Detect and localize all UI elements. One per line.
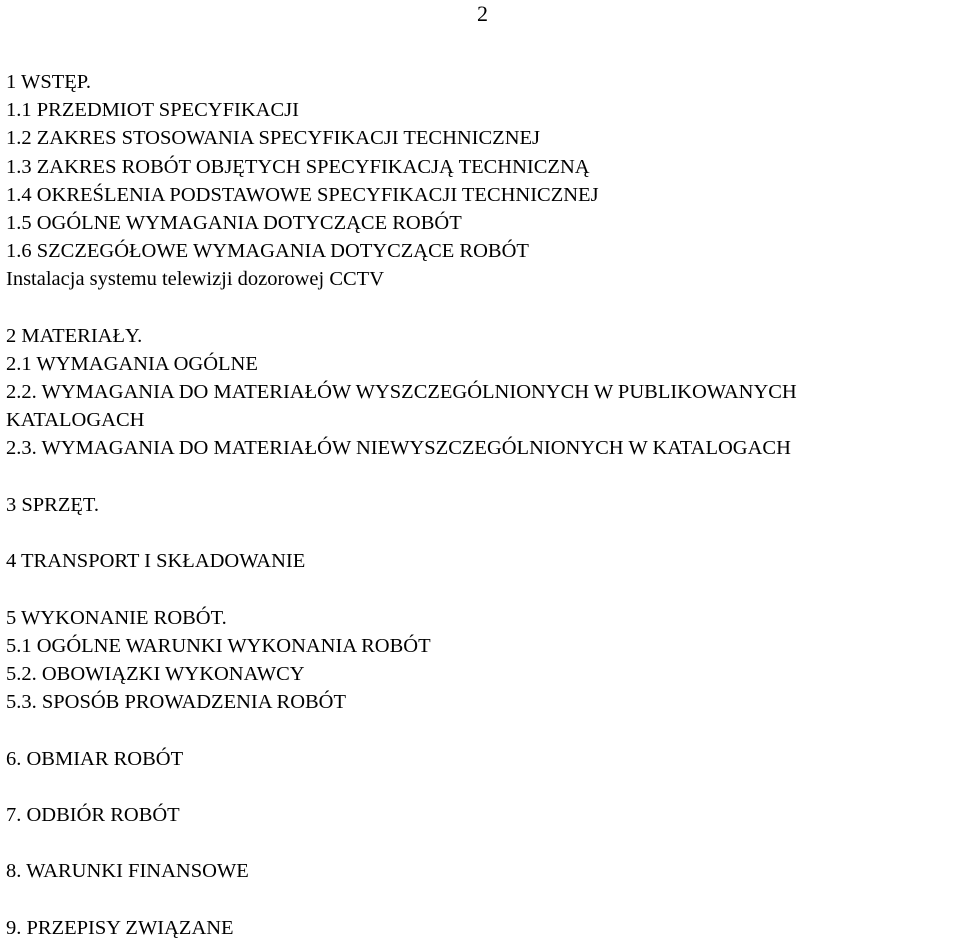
toc-section-1-title: 1 WSTĘP.	[6, 71, 92, 93]
toc-section-8-title: 8. WARUNKI FINANSOWE	[6, 860, 249, 883]
toc-item-1-2: 1.2 ZAKRES STOSOWANIA SPECYFIKACJI TECHNICZNEJ	[6, 127, 541, 150]
toc-item-2-2-continuation: KATALOGACH	[6, 409, 145, 432]
toc-item-5-1: 5.1 OGÓLNE WARUNKI WYKONANIA ROBÓT	[6, 634, 431, 657]
table-of-contents	[6, 68, 956, 942]
toc-section-7-title: 7. ODBIÓR ROBÓT	[6, 803, 180, 826]
toc-section-2-title: 2 MATERIAŁY.	[6, 324, 143, 347]
toc-item-1-1: 1.1 PRZEDMIOT SPECYFIKACJI	[6, 99, 299, 122]
section-spacer	[6, 829, 956, 857]
toc-section-4-title: 4 TRANSPORT I SKŁADOWANIE	[6, 550, 306, 573]
section-spacer	[6, 519, 956, 547]
toc-section-5-title: 5 WYKONANIE ROBÓT.	[6, 606, 227, 629]
section-spacer	[6, 575, 956, 603]
page-number: 2	[477, 1, 488, 26]
toc-item-5-3: 5.3. SPOSÓB PROWADZENIA ROBÓT	[6, 691, 347, 714]
toc-item-1-6: 1.6 SZCZEGÓŁOWE WYMAGANIA DOTYCZĄCE ROBÓT	[6, 240, 529, 263]
section-spacer	[6, 885, 956, 913]
toc-item-1-4: 1.4 OKREŚLENIA PODSTAWOWE SPECYFIKACJI TECHNICZNEJ	[6, 183, 599, 206]
toc-section-6-title: 6. OBMIAR ROBÓT	[6, 747, 184, 770]
toc-item-2-3: 2.3. WYMAGANIA DO MATERIAŁÓW NIEWYSZCZEGÓLNIONYCH W KATALOGACH	[6, 437, 791, 460]
section-spacer	[6, 716, 956, 744]
section-spacer	[6, 773, 956, 801]
section-spacer	[6, 463, 956, 491]
toc-section-3-title: 3 SPRZĘT.	[6, 493, 100, 516]
toc-item-1-6-subtitle: Instalacja systemu telewizji dozorowej CCTV	[6, 268, 385, 291]
toc-item-2-1: 2.1 WYMAGANIA OGÓLNE	[6, 352, 258, 375]
toc-item-1-5: 1.5 OGÓLNE WYMAGANIA DOTYCZĄCE ROBÓT	[6, 211, 462, 234]
toc-item-1-3: 1.3 ZAKRES ROBÓT OBJĘTYCH SPECYFIKACJĄ TECHNICZNĄ	[6, 155, 590, 178]
toc-section-9-title: 9. PRZEPISY ZWIĄZANE	[6, 916, 234, 939]
section-spacer	[6, 294, 956, 322]
toc-item-2-2: 2.2. WYMAGANIA DO MATERIAŁÓW WYSZCZEGÓLNIONYCH W PUBLIKOWANYCH	[6, 381, 797, 404]
toc-item-5-2: 5.2. OBOWIĄZKI WYKONAWCY	[6, 662, 305, 685]
